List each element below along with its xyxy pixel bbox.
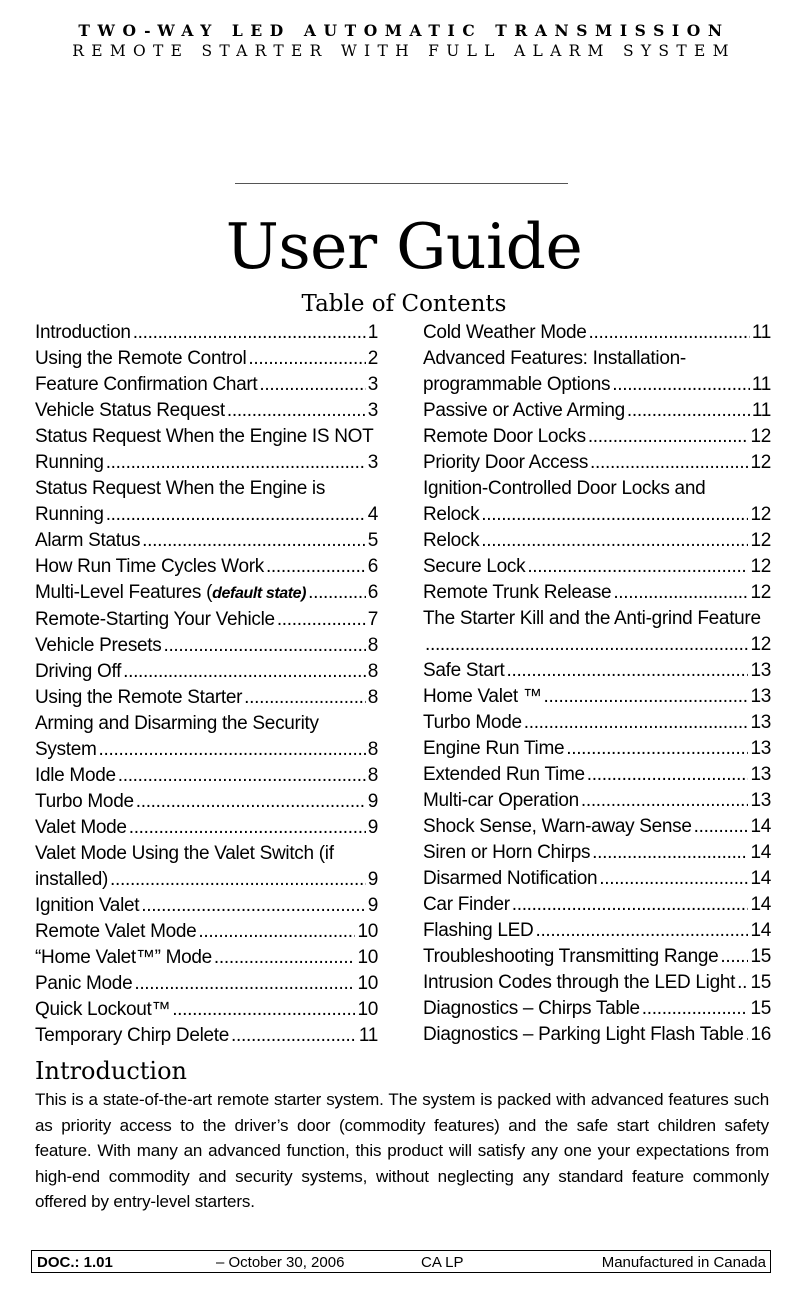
toc-dot-leader (227, 398, 366, 424)
toc-dot-leader (259, 372, 365, 398)
toc-page-number: 14 (750, 894, 771, 915)
toc-entry-text: Relock (423, 504, 480, 525)
toc-entry[interactable] (35, 685, 378, 711)
toc-dot-leader (613, 580, 748, 606)
toc-entry-text: Running (35, 452, 104, 473)
toc-entry[interactable] (35, 398, 378, 424)
toc-entry-text: Car Finder (423, 894, 510, 915)
toc-entry[interactable] (423, 866, 771, 892)
toc-entry-text: Introduction (35, 322, 131, 343)
toc-entry[interactable] (423, 710, 771, 736)
toc-entry-text: Panic Mode (35, 973, 133, 994)
toc-entry-text: Siren or Horn Chirps (423, 842, 591, 863)
toc-dot-leader (587, 762, 749, 788)
toc-entry[interactable] (423, 502, 771, 528)
toc-left-column (35, 320, 378, 1049)
toc-dot-leader (99, 737, 366, 763)
toc-page-number: 13 (750, 764, 771, 785)
toc-page-number: 13 (750, 712, 771, 733)
toc-entry[interactable] (35, 763, 378, 789)
toc-dot-leader (142, 528, 366, 554)
toc-entry-title (35, 580, 306, 607)
toc-dot-leader (198, 919, 355, 945)
toc-page-number: 12 (750, 556, 771, 577)
toc-entry[interactable] (423, 788, 771, 814)
toc-entry-title (35, 789, 134, 815)
toc-entry[interactable] (423, 996, 771, 1022)
toc-page-number: 10 (357, 947, 378, 968)
toc-page-number: 11 (751, 400, 771, 421)
toc-entry-text: Driving Off (35, 661, 122, 682)
toc-entry-text: Home Valet ™ (423, 686, 542, 707)
toc-entry-wrap-line[interactable]: The Starter Kill and the Anti-grind Feature (423, 608, 761, 629)
toc-entry[interactable] (423, 684, 771, 710)
toc-entry-title (423, 320, 587, 346)
toc-entry-text: Troubleshooting Transmitting Range (423, 946, 719, 967)
toc-entry-text: Secure Lock (423, 556, 526, 577)
toc-entry-text: Vehicle Status Request (35, 400, 225, 421)
toc-entry-title (423, 658, 505, 684)
toc-entry[interactable] (423, 632, 771, 658)
toc-entry-title (423, 866, 597, 892)
toc-entry-title (35, 945, 212, 971)
toc-dot-leader (172, 997, 355, 1023)
toc-page-number: 12 (750, 582, 771, 603)
toc-entry[interactable] (423, 892, 771, 918)
toc-entry[interactable] (35, 867, 378, 893)
toc-entry-title (35, 659, 121, 685)
toc-entry-title (423, 840, 590, 866)
toc-entry[interactable] (35, 919, 378, 945)
toc-entry-title (423, 944, 718, 970)
toc-entry-text: Engine Run Time (423, 738, 565, 759)
toc-dot-leader (507, 658, 749, 684)
toc-entry-text: Remote Door Locks (423, 426, 586, 447)
toc-entry-text: Turbo Mode (35, 791, 134, 812)
toc-entry[interactable] (423, 762, 771, 788)
toc-entry-text: Valet Mode (35, 817, 127, 838)
toc-entry[interactable] (423, 320, 771, 346)
header-divider (235, 183, 568, 184)
toc-dot-leader (512, 892, 749, 918)
toc-entry[interactable] (423, 736, 771, 762)
toc-entry-title (423, 788, 579, 814)
footer-organization: CA LP (421, 1254, 464, 1271)
toc-entry-wrap-line[interactable]: Arming and Disarming the Security (35, 713, 319, 734)
toc-entry[interactable] (35, 997, 378, 1023)
toc-entry[interactable] (35, 737, 378, 763)
toc-entry-text: Diagnostics – Parking Light Flash Table (423, 1024, 744, 1045)
intro-paragraph: This is a state-of-the-art remote starter system. The system is packed with advanced features such as priority access to the driver’s door (commodity features) and the safe start children safety feature. With many an advanced function, this product will satisfy any one your expectations from high-end commodity and security systems, without neglecting any standard feature commonly offered by entry-level starters. (35, 1090, 769, 1211)
toc-entry[interactable] (35, 789, 378, 815)
toc-entry-text: Diagnostics – Chirps Table (423, 998, 640, 1019)
toc-page-number: 3 (367, 400, 378, 421)
toc-entry-title (423, 1022, 744, 1048)
toc-entry[interactable] (423, 450, 771, 476)
toc-entry[interactable] (35, 320, 378, 346)
toc-page-number: 5 (367, 530, 378, 551)
toc-page-number: 9 (367, 817, 378, 838)
toc-entry-text: Extended Run Time (423, 764, 585, 785)
toc-dot-leader (746, 1022, 749, 1048)
toc-entry-title (35, 450, 104, 476)
toc-page-number: 15 (750, 998, 771, 1019)
toc-page-number: 1 (367, 322, 378, 343)
toc-entry-text: Ignition Valet (35, 895, 140, 916)
toc-entry-title (35, 1023, 229, 1049)
toc-entry-text: Remote Trunk Release (423, 582, 612, 603)
toc-entry[interactable] (423, 1022, 771, 1048)
toc-entry-title (35, 737, 97, 763)
toc-entry-title (423, 502, 479, 528)
toc-entry-text: “Home Valet™” Mode (35, 947, 212, 968)
toc-entry-text: Safe Start (423, 660, 505, 681)
toc-page-number: 2 (367, 348, 378, 369)
toc-entry-title (35, 398, 225, 424)
toc-page-number: 3 (367, 374, 378, 395)
toc-entry[interactable] (35, 945, 378, 971)
toc-dot-leader (129, 815, 366, 841)
toc-entry-title (423, 424, 586, 450)
toc-entry[interactable] (423, 554, 771, 580)
toc-entry-wrap-line[interactable]: Status Request When the Engine IS NOT (35, 426, 374, 447)
toc-page-number: 16 (750, 1024, 771, 1045)
toc-page-number: 12 (750, 530, 771, 551)
toc-page-number: 8 (367, 765, 378, 786)
toc-entry-text: installed) (35, 869, 109, 890)
toc-entry-text: Vehicle Presets (35, 635, 162, 656)
toc-entry-title (35, 320, 131, 346)
toc-entry-title (423, 814, 692, 840)
header-line-1: TWO-WAY LED AUTOMATIC TRANSMISSION (78, 21, 730, 40)
header-line-2: REMOTE STARTER WITH FULL ALARM SYSTEM (72, 42, 736, 60)
toc-entry-text: Multi-Level Features ( (35, 582, 213, 603)
toc-entry[interactable] (423, 944, 771, 970)
toc-page-number: 8 (367, 661, 378, 682)
toc-dot-leader (627, 398, 750, 424)
toc-entry-text: Idle Mode (35, 765, 116, 786)
toc-entry-title (423, 554, 525, 580)
toc-dot-leader (642, 996, 749, 1022)
toc-entry-title (423, 528, 479, 554)
toc-entry-title (35, 502, 104, 528)
toc-dot-leader (231, 1023, 357, 1049)
toc-entry-text: Alarm Status (35, 530, 141, 551)
toc-page-number: 10 (357, 999, 378, 1020)
toc-page-number: 9 (367, 869, 378, 890)
toc-dot-leader (214, 945, 356, 971)
toc-dot-leader (141, 893, 365, 919)
toc-page-number: 7 (367, 609, 378, 630)
toc-entry-title (423, 892, 510, 918)
toc-dot-leader (163, 633, 365, 659)
toc-right-column (423, 320, 771, 1048)
toc-dot-leader (425, 632, 748, 658)
toc-entry-title (35, 893, 139, 919)
toc-page-number: 12 (750, 504, 771, 525)
toc-entry[interactable] (35, 607, 378, 633)
toc-entry-text: Passive or Active Arming (423, 400, 625, 421)
toc-dot-leader (481, 528, 748, 554)
toc-dot-leader (106, 502, 366, 528)
toc-dot-leader (612, 372, 750, 398)
toc-page-number: 6 (367, 556, 378, 577)
toc-entry-text: System (35, 739, 97, 760)
toc-dot-leader (134, 971, 355, 997)
toc-dot-leader (589, 320, 750, 346)
toc-entry-title (35, 346, 246, 372)
toc-page-number: 10 (357, 973, 378, 994)
toc-dot-leader (588, 424, 749, 450)
toc-entry[interactable] (35, 659, 378, 685)
toc-entry-wrap-line[interactable]: Ignition-Controlled Door Locks and (423, 478, 706, 499)
toc-page-number: 11 (751, 322, 771, 343)
toc-entry-title (35, 867, 108, 893)
toc-dot-leader (592, 840, 748, 866)
toc-entry-title (35, 372, 257, 398)
toc-entry[interactable] (35, 528, 378, 554)
toc-entry-title (35, 685, 242, 711)
toc-entry-title (423, 970, 735, 996)
toc-entry-text: Cold Weather Mode (423, 322, 587, 343)
toc-entry-text: Temporary Chirp Delete (35, 1025, 230, 1046)
toc-entry[interactable] (423, 424, 771, 450)
toc-entry-title (423, 684, 542, 710)
toc-entry-title (423, 762, 585, 788)
toc-page-number: 13 (750, 660, 771, 681)
toc-entry[interactable] (35, 815, 378, 841)
toc-entry-title (35, 554, 264, 580)
toc-entry[interactable] (423, 970, 771, 996)
toc-dot-leader (266, 554, 366, 580)
toc-entry[interactable] (423, 580, 771, 606)
toc-entry-hint: default state) (212, 585, 307, 602)
toc-dot-leader (524, 710, 749, 736)
toc-dot-leader (244, 685, 366, 711)
document-title: User Guide (225, 210, 583, 283)
toc-dot-leader (123, 659, 366, 685)
toc-dot-leader (720, 944, 748, 970)
toc-dot-leader (110, 867, 366, 893)
toc-entry-text: Feature Confirmation Chart (35, 374, 258, 395)
toc-dot-leader (599, 866, 748, 892)
toc-page-number: 11 (358, 1025, 378, 1046)
toc-entry-title (35, 763, 116, 789)
toc-entry-title (423, 996, 640, 1022)
toc-page-number: 12 (750, 634, 771, 655)
toc-entry-text: Disarmed Notification (423, 868, 598, 889)
toc-page-number: 14 (750, 816, 771, 837)
toc-entry-title (423, 398, 625, 424)
toc-entry-title (423, 580, 611, 606)
toc-entry-text: Intrusion Codes through the LED Light (423, 972, 736, 993)
toc-entry-title (35, 633, 161, 659)
toc-entry[interactable] (35, 580, 378, 607)
toc-entry[interactable] (35, 893, 378, 919)
toc-dot-leader (481, 502, 748, 528)
toc-entry-text: programmable Options (423, 374, 611, 395)
toc-entry-title (35, 607, 275, 633)
intro-heading: Introduction (35, 1057, 187, 1085)
toc-entry[interactable] (423, 840, 771, 866)
toc-entry[interactable] (423, 658, 771, 684)
toc-entry-wrap-line[interactable]: Valet Mode Using the Valet Switch (if (35, 843, 334, 864)
toc-entry-title (423, 450, 588, 476)
toc-entry-text: Relock (423, 530, 480, 551)
toc-page-number: 14 (750, 868, 771, 889)
toc-page-number: 14 (750, 842, 771, 863)
toc-entry[interactable] (423, 528, 771, 554)
toc-dot-leader (566, 736, 748, 762)
toc-entry-title (423, 372, 610, 398)
toc-entry-title (35, 997, 170, 1023)
toc-entry-wrap-line[interactable]: Status Request When the Engine is (35, 478, 326, 499)
toc-entry[interactable] (35, 971, 378, 997)
toc-entry-wrap-line[interactable]: Advanced Features: Installation- (423, 348, 686, 369)
toc-page-number: 8 (367, 687, 378, 708)
toc-page-number: 13 (750, 738, 771, 759)
toc-entry-text: How Run Time Cycles Work (35, 556, 264, 577)
toc-page-number: 13 (750, 686, 771, 707)
footer-doc-number: DOC.: 1.01 (37, 1254, 113, 1271)
toc-entry[interactable] (423, 814, 771, 840)
toc-page-number: 15 (750, 972, 771, 993)
toc-entry[interactable] (35, 1023, 378, 1049)
toc-entry-text: Remote-Starting Your Vehicle (35, 609, 275, 630)
toc-dot-leader (544, 684, 749, 710)
toc-dot-leader (136, 789, 366, 815)
toc-entry-text: Quick Lockout™ (35, 999, 171, 1020)
toc-page-number: 13 (750, 790, 771, 811)
toc-page-number: 11 (751, 374, 771, 395)
toc-page-number: 8 (367, 739, 378, 760)
toc-entry[interactable] (423, 918, 771, 944)
footer-bar (31, 1250, 771, 1273)
toc-entry-text: Using the Remote Control (35, 348, 247, 369)
toc-page-number: 14 (750, 920, 771, 941)
toc-entry-text: Remote Valet Mode (35, 921, 197, 942)
toc-entry-text: Multi-car Operation (423, 790, 579, 811)
toc-page-number: 4 (367, 504, 378, 525)
toc-entry-text: Priority Door Access (423, 452, 589, 473)
toc-dot-leader (527, 554, 748, 580)
toc-entry[interactable] (35, 372, 378, 398)
toc-entry-title (35, 528, 140, 554)
toc-page-number: 8 (367, 635, 378, 656)
toc-dot-leader (308, 580, 366, 606)
toc-dot-leader (694, 814, 749, 840)
toc-page-number: 3 (367, 452, 378, 473)
toc-dot-leader (581, 788, 749, 814)
toc-page-number: 15 (750, 946, 771, 967)
toc-title: Table of Contents (301, 291, 507, 317)
toc-entry-text: Flashing LED (423, 920, 534, 941)
toc-page-number: 10 (357, 921, 378, 942)
toc-dot-leader (277, 607, 366, 633)
toc-dot-leader (590, 450, 748, 476)
toc-entry-title (35, 919, 196, 945)
toc-entry[interactable] (35, 554, 378, 580)
toc-entry-text: Running (35, 504, 104, 525)
toc-entry-title (35, 971, 132, 997)
toc-entry-title (423, 918, 533, 944)
toc-page-number: 9 (367, 791, 378, 812)
toc-dot-leader (737, 970, 748, 996)
toc-entry-text: Using the Remote Starter (35, 687, 243, 708)
toc-page-number: 9 (367, 895, 378, 916)
toc-entry[interactable] (35, 502, 378, 528)
toc-entry-title (423, 710, 522, 736)
toc-dot-leader (118, 763, 366, 789)
toc-page-number: 6 (367, 582, 378, 603)
footer-manufactured: Manufactured in Canada (601, 1254, 766, 1271)
toc-dot-leader (248, 346, 365, 372)
footer-date: – October 30, 2006 (216, 1254, 345, 1271)
toc-dot-leader (106, 450, 366, 476)
toc-entry[interactable] (35, 346, 378, 372)
toc-entry[interactable] (35, 450, 378, 476)
toc-entry-title (423, 736, 564, 762)
toc-dot-leader (535, 918, 748, 944)
toc-entry-text: Shock Sense, Warn-away Sense (423, 816, 692, 837)
toc-entry-title (35, 815, 127, 841)
toc-entry[interactable] (423, 372, 771, 398)
toc-entry[interactable] (423, 398, 771, 424)
toc-dot-leader (133, 320, 366, 346)
toc-page-number: 12 (750, 452, 771, 473)
toc-page-number: 12 (750, 426, 771, 447)
toc-entry[interactable] (35, 633, 378, 659)
toc-entry-text: Turbo Mode (423, 712, 522, 733)
